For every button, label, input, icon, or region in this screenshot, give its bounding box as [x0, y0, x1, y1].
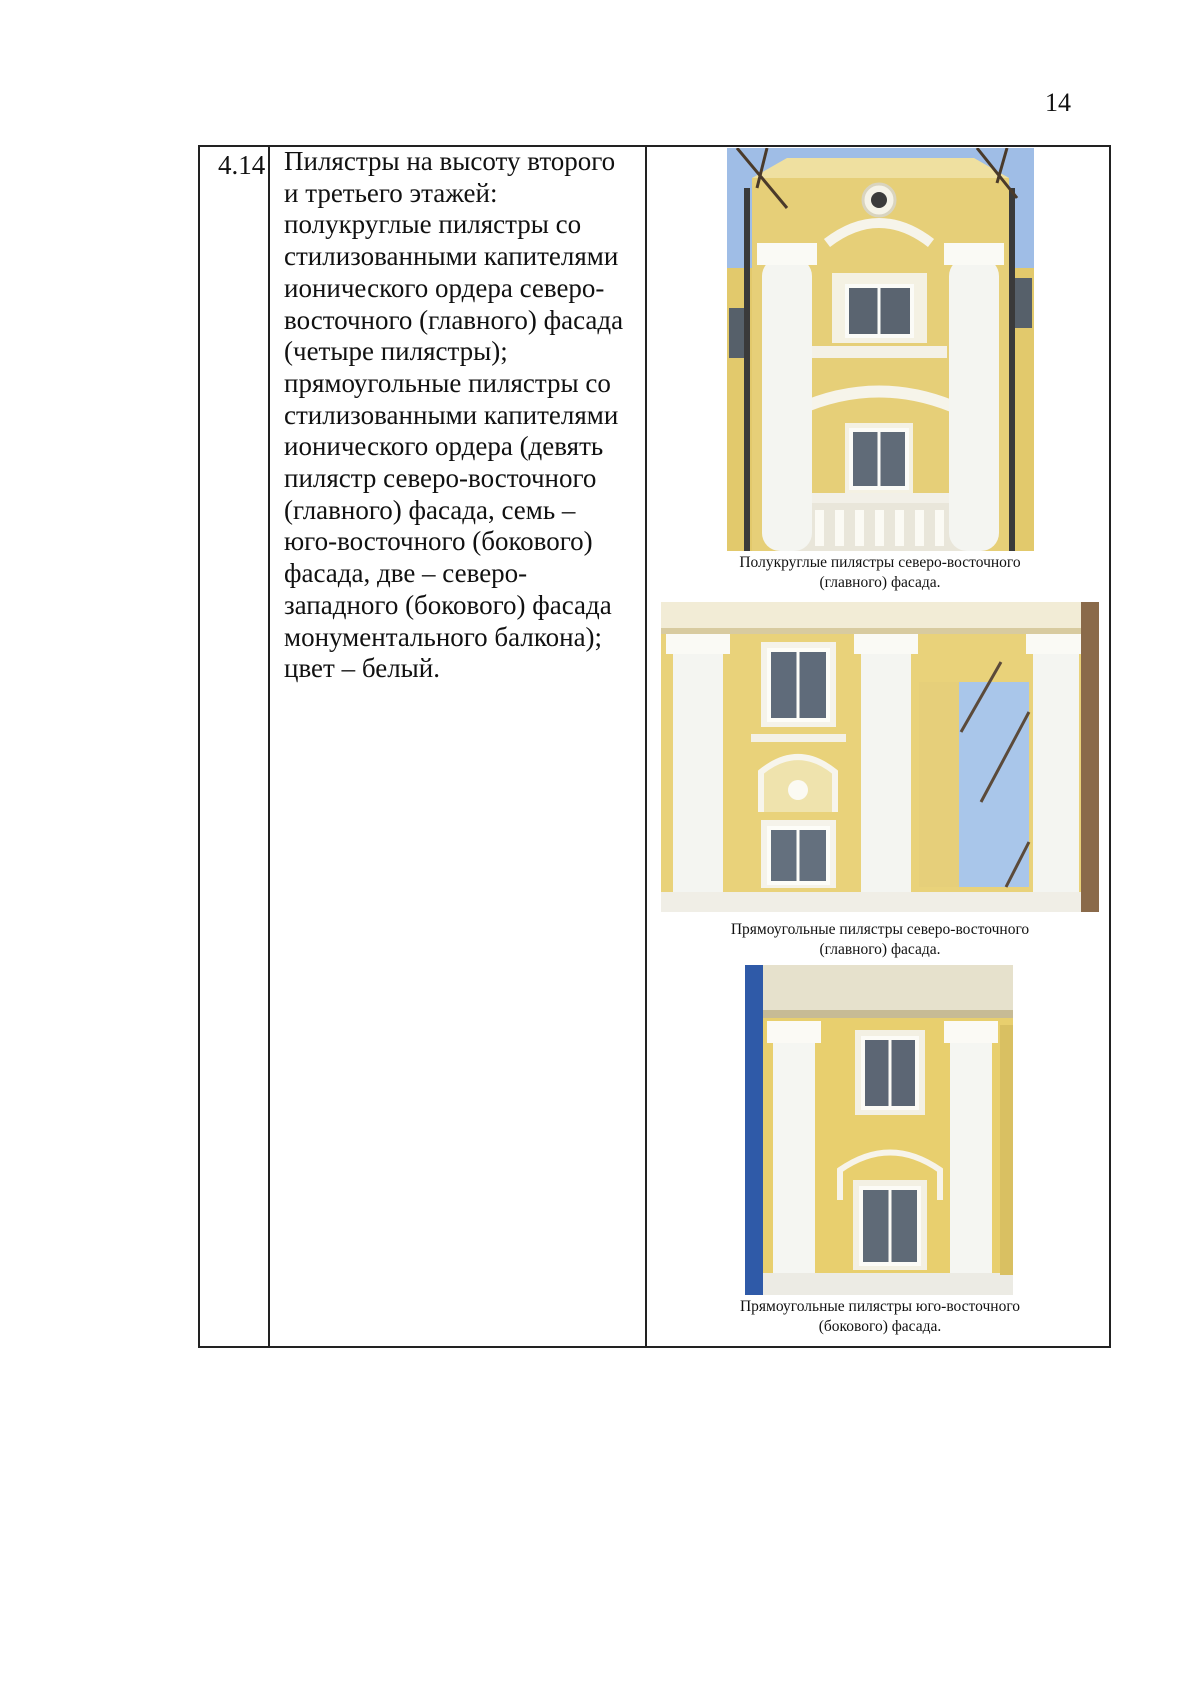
description-line: Пилястры на высоту второго — [284, 146, 616, 176]
row-description — [284, 146, 654, 685]
description-line: (четыре пилястры); — [284, 336, 508, 367]
description-line: ионического ордера северо- — [284, 272, 605, 303]
description-line: стилизованными капителями — [284, 241, 619, 272]
description-line: стилизованными капителями — [284, 399, 619, 430]
facade-photo-rectangular-pilasters-main — [661, 602, 1099, 912]
caption-line: (главного) фасада. — [819, 941, 941, 958]
caption-line: Полукруглые пилястры северо-восточного — [739, 554, 1021, 571]
caption-line: Прямоугольные пилястры юго-восточного — [739, 1298, 1021, 1315]
photo-caption-1 — [680, 553, 1080, 593]
photo-caption-3 — [680, 1297, 1080, 1337]
caption-line: (бокового) фасада. — [818, 1318, 942, 1335]
description-line: и третьего этажей: — [284, 177, 498, 208]
description-line: пилястр северо-восточного — [284, 463, 597, 494]
description-line: ионического ордера (девять — [284, 431, 604, 462]
page-number: 14 — [1045, 88, 1071, 117]
row-number: 4.14 — [218, 150, 266, 180]
caption-line: (главного) фасада. — [819, 574, 941, 591]
description-line: монументального балкона); — [284, 621, 603, 652]
caption-line: Прямоугольные пилястры северо-восточного — [730, 921, 1030, 938]
facade-photo-semicircular-pilasters — [727, 148, 1034, 551]
table-column-divider-1 — [268, 147, 270, 1346]
description-line: восточного (главного) фасада — [284, 304, 624, 335]
photo-caption-2 — [680, 920, 1080, 960]
description-line: прямоугольные пилястры со — [284, 367, 611, 398]
description-line: западного (бокового) фасада — [284, 589, 612, 620]
description-line: полукруглые пилястры со — [284, 209, 582, 240]
description-line: юго-восточного (бокового) — [284, 526, 593, 557]
description-line: фасада, две – северо- — [284, 558, 528, 589]
description-line: цвет – белый. — [284, 653, 441, 684]
facade-photo-rectangular-pilasters-side — [745, 965, 1013, 1295]
description-line: (главного) фасада, семь – — [284, 494, 576, 525]
